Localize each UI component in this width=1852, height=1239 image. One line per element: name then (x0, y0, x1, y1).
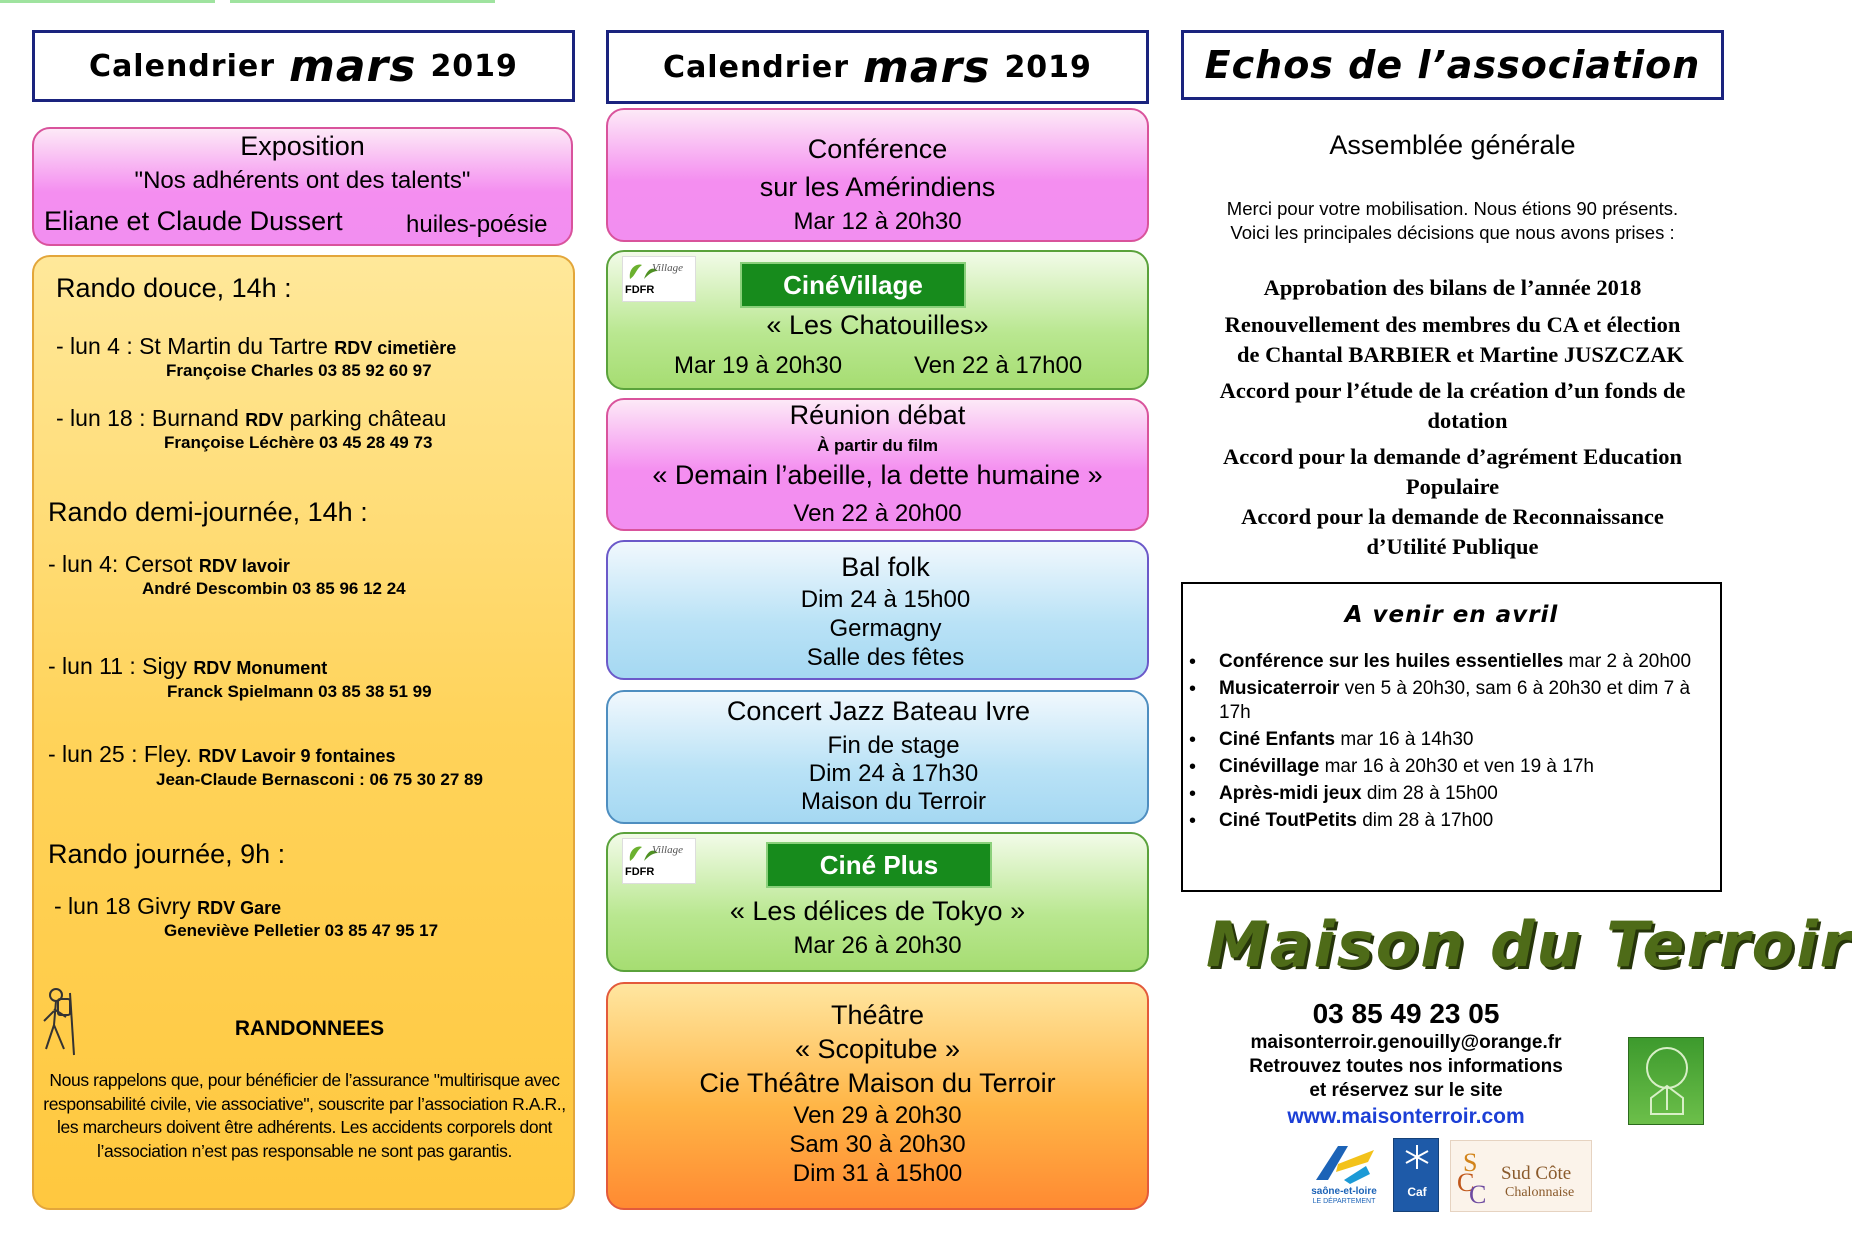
cineplus-label: Ciné Plus (766, 842, 992, 888)
header-col1-word: Calendrier (89, 48, 275, 84)
svg-text:C: C (1457, 1168, 1475, 1197)
cinevillage-logo (622, 256, 696, 302)
cinevillage-label: CinéVillage (740, 262, 966, 308)
expo-names: Eliane et Claude Dussert (44, 206, 343, 236)
expo-subtitle: "Nos adhérents ont des talents" (134, 167, 471, 194)
debat-film: « Demain l’abeille, la dette humaine » (652, 460, 1103, 490)
event-bal-folk (606, 540, 1149, 680)
april-item (1219, 755, 1724, 779)
rando-notice: Nous rappelons que, pour bénéficier de l’assurance "multirisque avec responsabilité civile, vie associative", souscrite par l’association R.A.R., les marcheurs doivent être adhérents. Les accidents corporels dont l’association n’est pas responsable ne sont pas garantis. (43, 1070, 566, 1161)
snowflake-icon (1394, 1139, 1440, 1175)
rando-item-6: - lun 18 Givry (54, 893, 191, 919)
cinevillage-date-1: Mar 19 à 20h30 (674, 352, 843, 379)
cineplus-logo (622, 838, 696, 884)
conf-line-2: sur les Amérindiens (759, 172, 996, 202)
rando-card (32, 255, 575, 1210)
sud-cote-text-2: Chalonnaise (1505, 1185, 1575, 1200)
event-debat (606, 398, 1149, 531)
event-concert-jazz (606, 690, 1149, 824)
rando-item-3: - lun 4: Cersot (48, 551, 193, 577)
ag-decision-4a: Accord pour la demande d’agrément Education (1223, 444, 1682, 469)
cineplus-film: « Les délices de Tokyo » (729, 896, 1026, 926)
ag-decision-4b: Populaire (1405, 474, 1500, 499)
cineplus-date: Mar 26 à 20h30 (793, 932, 962, 959)
assemblee-section (1181, 120, 1724, 570)
sud-cote-logo (1450, 1140, 1592, 1212)
footer-email[interactable]: maisonterroir.genouilly@orange.fr (1250, 1032, 1562, 1053)
caf-logo (1393, 1138, 1439, 1212)
brand-logo: Maison du Terroir (1206, 908, 1852, 981)
footer-phone: 03 85 49 23 05 (1312, 998, 1500, 1029)
rando-item-5: - lun 25 : Fley. (48, 741, 193, 767)
theatre-company: Cie Théâtre Maison du Terroir (699, 1068, 1056, 1098)
rando-item-6-contact: Geneviève Pelletier 03 85 47 95 17 (164, 921, 439, 940)
saone-logo-text-1: saône-et-loire (1311, 1186, 1377, 1197)
cinevillage-film: « Les Chatouilles» (766, 310, 989, 340)
jazz-title: Concert Jazz Bateau Ivre (726, 696, 1031, 726)
april-item (1219, 728, 1724, 752)
rando-item-4-contact: Franck Spielmann 03 85 38 51 99 (167, 682, 432, 701)
rando-item-6-rdv: RDV Gare (197, 898, 282, 918)
footer-info-2: et réservez sur le site (1309, 1080, 1503, 1101)
saone-et-loire-logo (1308, 1140, 1380, 1210)
april-item-title: Ciné ToutPetits (1219, 810, 1357, 831)
header-col1 (32, 30, 575, 102)
bal-date: Dim 24 à 15h00 (800, 586, 971, 613)
expo-card (32, 127, 573, 246)
jazz-place: Maison du Terroir (801, 788, 986, 815)
header-col3-title: Echos de l’association (1204, 43, 1701, 87)
april-list (1183, 650, 1724, 836)
header-col1-month: mars (289, 40, 417, 92)
event-cineplus (606, 832, 1149, 972)
april-title: A venir en avril (1344, 602, 1559, 628)
april-item-title: Conférence sur les huiles essentielles (1219, 651, 1564, 672)
debat-date: Ven 22 à 20h00 (793, 500, 962, 527)
scc-icon (1455, 1147, 1499, 1207)
footer-url[interactable]: www.maisonterroir.com (1287, 1105, 1525, 1128)
tree-house-icon (1629, 1038, 1705, 1126)
april-item-detail: mar 16 à 14h30 (1335, 729, 1474, 750)
april-item-title: Cinévillage (1219, 756, 1320, 777)
rando-item-2-contact: Françoise Léchère 03 45 28 49 73 (164, 433, 433, 452)
cinevillage-date-2: Ven 22 à 17h00 (914, 352, 1083, 379)
ag-intro-1: Merci pour votre mobilisation. Nous étions 90 présents. (1226, 198, 1679, 219)
april-item-detail: dim 28 à 15h00 (1361, 783, 1498, 804)
bal-title: Bal folk (841, 552, 930, 582)
rando-item-2-place: parking château (289, 406, 447, 431)
header-col2-year: 2019 (1004, 49, 1092, 85)
rando-heading: RANDONNEES (234, 1017, 385, 1040)
expo-title: Exposition (240, 131, 365, 161)
ag-decision-3b: dotation (1427, 408, 1508, 433)
svg-text:C: C (1469, 1180, 1487, 1209)
svg-text:Village: Village (652, 844, 683, 856)
header-col2-month: mars (863, 41, 991, 93)
ag-intro-2: Voici les principales décisions que nous avons prises : (1230, 222, 1675, 243)
rando-demi-title: Rando demi-journée, 14h : (48, 497, 368, 527)
caf-logo-text: Caf (1407, 1185, 1427, 1199)
rando-douce-title: Rando douce, 14h : (56, 273, 292, 303)
jazz-subtitle: Fin de stage (827, 732, 960, 759)
april-item-detail: mar 16 à 20h30 et ven 19 à 17h (1319, 756, 1594, 777)
cinevillage-logo-text: FDFR (625, 284, 655, 296)
conf-date: Mar 12 à 20h30 (793, 208, 962, 235)
saone-logo-text-2: LE DÉPARTEMENT (1312, 1198, 1376, 1205)
rando-item-3-rdv: RDV lavoir (198, 556, 290, 576)
ag-decision-2b: de Chantal BARBIER et Martine JUSZCZAK (1237, 342, 1684, 367)
debat-subtitle: À partir du film (817, 436, 938, 455)
april-item (1219, 782, 1724, 806)
event-theatre (606, 982, 1149, 1210)
theatre-title: Théâtre (830, 1000, 925, 1030)
event-conference (606, 108, 1149, 242)
header-col2-word: Calendrier (663, 49, 849, 85)
rando-item-3-contact: André Descombin 03 85 96 12 24 (142, 579, 406, 598)
april-box (1181, 582, 1722, 892)
april-item-detail: ven 5 à 20h30, sam 6 à 20h30 et dim 7 à 17h (1219, 678, 1691, 723)
ag-decision-5a: Accord pour la demande de Reconnaissance (1241, 504, 1664, 529)
conf-line-1: Conférence (807, 134, 948, 164)
leaf-icon (624, 839, 694, 865)
ag-decision-1: Approbation des bilans de l’année 2018 (1263, 275, 1642, 300)
rando-item-5-rdv: RDV Lavoir 9 fontaines (198, 746, 396, 766)
ag-decision-3a: Accord pour l’étude de la création d’un fonds de (1219, 378, 1686, 403)
cineplus-logo-text: FDFR (625, 866, 655, 878)
april-item-title: Après-midi jeux (1219, 783, 1362, 804)
departement-icon (1308, 1140, 1380, 1186)
expo-kind: huiles-poésie (406, 211, 548, 238)
april-item-detail: dim 28 à 17h00 (1356, 810, 1494, 831)
bal-place: Germagny (829, 615, 942, 642)
rando-item-4-rdv: RDV Monument (193, 658, 328, 678)
april-item-detail: mar 2 à 20h00 (1563, 651, 1692, 672)
rando-item-2-rdv: RDV (245, 410, 284, 430)
theatre-date-2: Sam 30 à 20h30 (789, 1131, 966, 1158)
rando-item-1-contact: Françoise Charles 03 85 92 60 97 (166, 361, 432, 380)
ag-decision-2a: Renouvellement des membres du CA et élection (1224, 312, 1681, 337)
rando-item-1-rdv: RDV cimetière (334, 338, 457, 358)
leaf-icon (624, 257, 694, 283)
header-col3 (1181, 30, 1724, 100)
svg-text:S: S (1463, 1148, 1478, 1177)
bal-room: Salle des fêtes (806, 644, 965, 671)
top-strip-mid (230, 0, 495, 3)
ag-title: Assemblée générale (1329, 130, 1576, 160)
rando-item-1: - lun 4 : St Martin du Tartre (56, 333, 328, 359)
rando-journee-title: Rando journée, 9h : (48, 839, 286, 869)
april-item (1219, 809, 1724, 833)
april-item-title: Musicaterroir (1219, 678, 1340, 699)
theatre-play: « Scopitube » (794, 1034, 961, 1064)
theatre-date-1: Ven 29 à 20h30 (793, 1102, 962, 1129)
event-cinevillage (606, 250, 1149, 390)
debat-title: Réunion débat (789, 400, 966, 430)
theatre-date-3: Dim 31 à 15h00 (792, 1160, 963, 1187)
rando-item-4: - lun 11 : Sigy (48, 653, 187, 679)
april-item (1219, 650, 1724, 674)
footer-info-1: Retrouvez toutes nos informations (1249, 1056, 1563, 1077)
jazz-date: Dim 24 à 17h30 (808, 760, 979, 787)
ag-decision-5b: d’Utilité Publique (1366, 534, 1539, 559)
rando-item-2: - lun 18 : Burnand (56, 405, 239, 431)
april-item (1219, 677, 1724, 725)
svg-text:Village: Village (652, 262, 683, 274)
top-strip-left (0, 0, 215, 3)
sud-cote-text-1: Sud Côte (1501, 1163, 1572, 1184)
april-item-title: Ciné Enfants (1219, 729, 1336, 750)
maison-terroir-thumb (1628, 1037, 1704, 1125)
rando-item-5-contact: Jean-Claude Bernasconi : 06 75 30 27 89 (156, 770, 483, 789)
header-col2 (606, 30, 1149, 104)
header-col1-year: 2019 (430, 48, 518, 84)
